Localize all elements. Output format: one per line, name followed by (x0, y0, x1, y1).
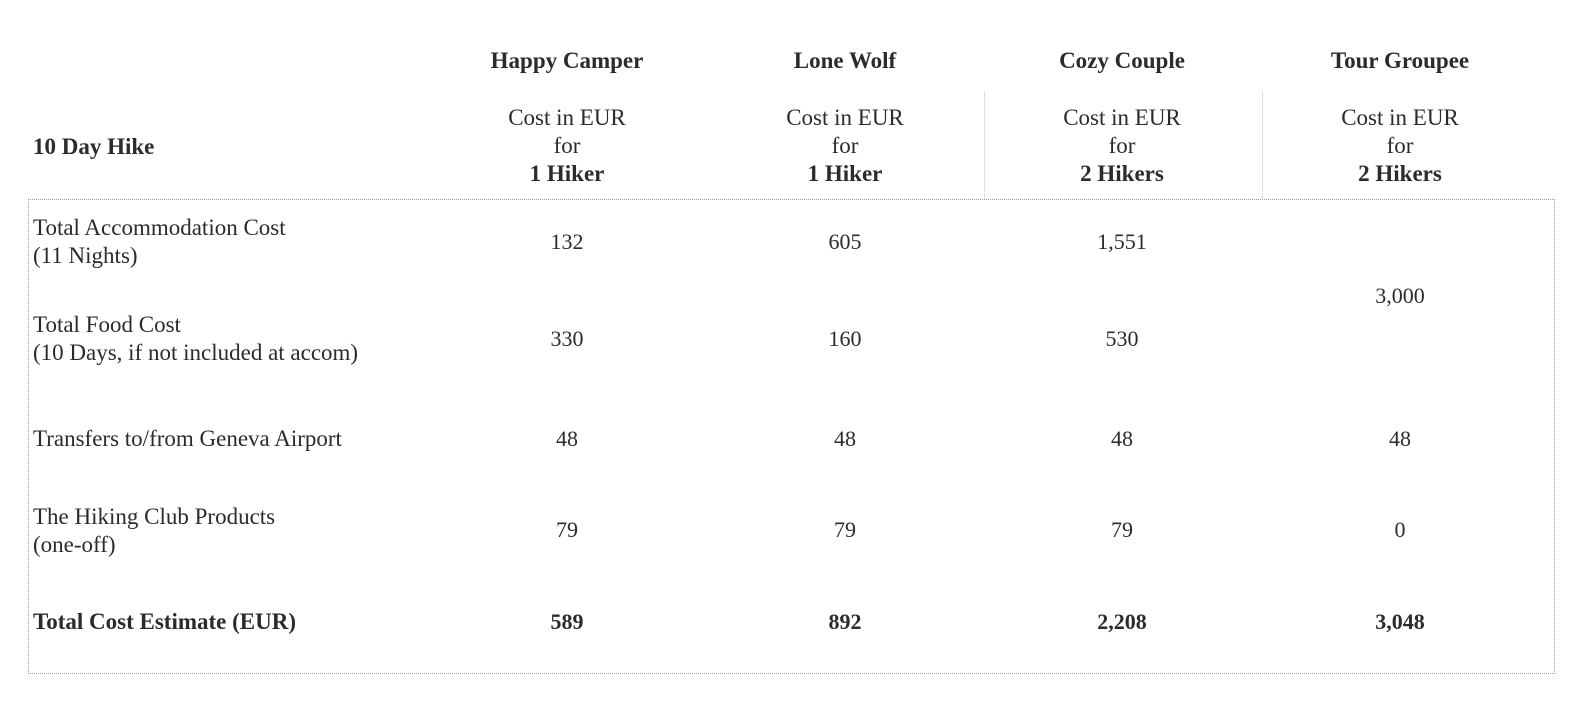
cost-header-hikers: 1 Hiker (807, 161, 883, 186)
cell-products-lone-wolf: 79 (834, 517, 856, 542)
header-divider (1262, 92, 1263, 198)
cost-header-tour-groupee (1280, 104, 1520, 188)
header-divider (984, 92, 985, 198)
cost-header-happy-camper (447, 104, 687, 188)
plan-name-happy-camper: Happy Camper (490, 48, 644, 73)
table-title: 10 Day Hike (33, 134, 155, 159)
cell-products-tour-groupee: 0 (1394, 517, 1406, 542)
cost-header-hikers: 2 Hikers (1080, 161, 1164, 186)
row-label-sub: (one-off) (33, 532, 116, 557)
cell-food-happy-camper: 330 (550, 326, 584, 351)
row-label-food (33, 311, 358, 367)
row-label-main: Total Accommodation Cost (33, 215, 286, 240)
cost-header-line2: for (1108, 133, 1136, 158)
cost-header-lone-wolf (725, 104, 965, 188)
row-label-total (33, 608, 296, 636)
cell-food-cozy-couple: 530 (1105, 326, 1139, 351)
cost-header-hikers: 1 Hiker (529, 161, 605, 186)
cell-total-tour-groupee: 3,048 (1375, 609, 1425, 634)
row-label-sub: (11 Nights) (33, 243, 138, 268)
row-label-accommodation (33, 214, 286, 270)
cost-header-hikers: 2 Hikers (1358, 161, 1442, 186)
cost-header-line2: for (831, 133, 859, 158)
plan-name-tour-groupee: Tour Groupee (1330, 48, 1470, 73)
row-label-main: The Hiking Club Products (33, 504, 276, 529)
cost-header-line2: for (553, 133, 581, 158)
plan-name-cozy-couple: Cozy Couple (1059, 48, 1185, 73)
cell-total-lone-wolf: 892 (828, 609, 862, 634)
cell-transfers-lone-wolf: 48 (834, 426, 856, 451)
cell-products-happy-camper: 79 (556, 517, 578, 542)
cell-transfers-tour-groupee: 48 (1389, 426, 1411, 451)
row-label-main: Transfers to/from Geneva Airport (33, 426, 342, 451)
cost-header-line1: Cost in EUR (786, 105, 904, 130)
plan-name-lone-wolf: Lone Wolf (793, 48, 897, 73)
cell-total-happy-camper: 589 (550, 609, 584, 634)
cost-header-cozy-couple (1002, 104, 1242, 188)
cell-accommodation-cozy-couple: 1,551 (1097, 229, 1147, 254)
cost-header-line2: for (1386, 133, 1414, 158)
row-label-products (33, 503, 275, 559)
cell-accommodation-happy-camper: 132 (550, 229, 584, 254)
row-label-transfers (33, 425, 342, 453)
cell-transfers-happy-camper: 48 (556, 426, 578, 451)
cell-accommodation-lone-wolf: 605 (828, 229, 862, 254)
cost-header-line1: Cost in EUR (1341, 105, 1459, 130)
cost-header-line1: Cost in EUR (508, 105, 626, 130)
row-label-main: Total Food Cost (33, 312, 181, 337)
cell-food-lone-wolf: 160 (828, 326, 862, 351)
cell-total-cozy-couple: 2,208 (1097, 609, 1147, 634)
cost-header-line1: Cost in EUR (1063, 105, 1181, 130)
cell-accommodation-food-tour-groupee: 3,000 (1375, 283, 1425, 308)
row-label-main: Total Cost Estimate (EUR) (33, 609, 296, 634)
cell-transfers-cozy-couple: 48 (1111, 426, 1133, 451)
cell-products-cozy-couple: 79 (1111, 517, 1133, 542)
row-label-sub: (10 Days, if not included at accom) (33, 340, 359, 365)
